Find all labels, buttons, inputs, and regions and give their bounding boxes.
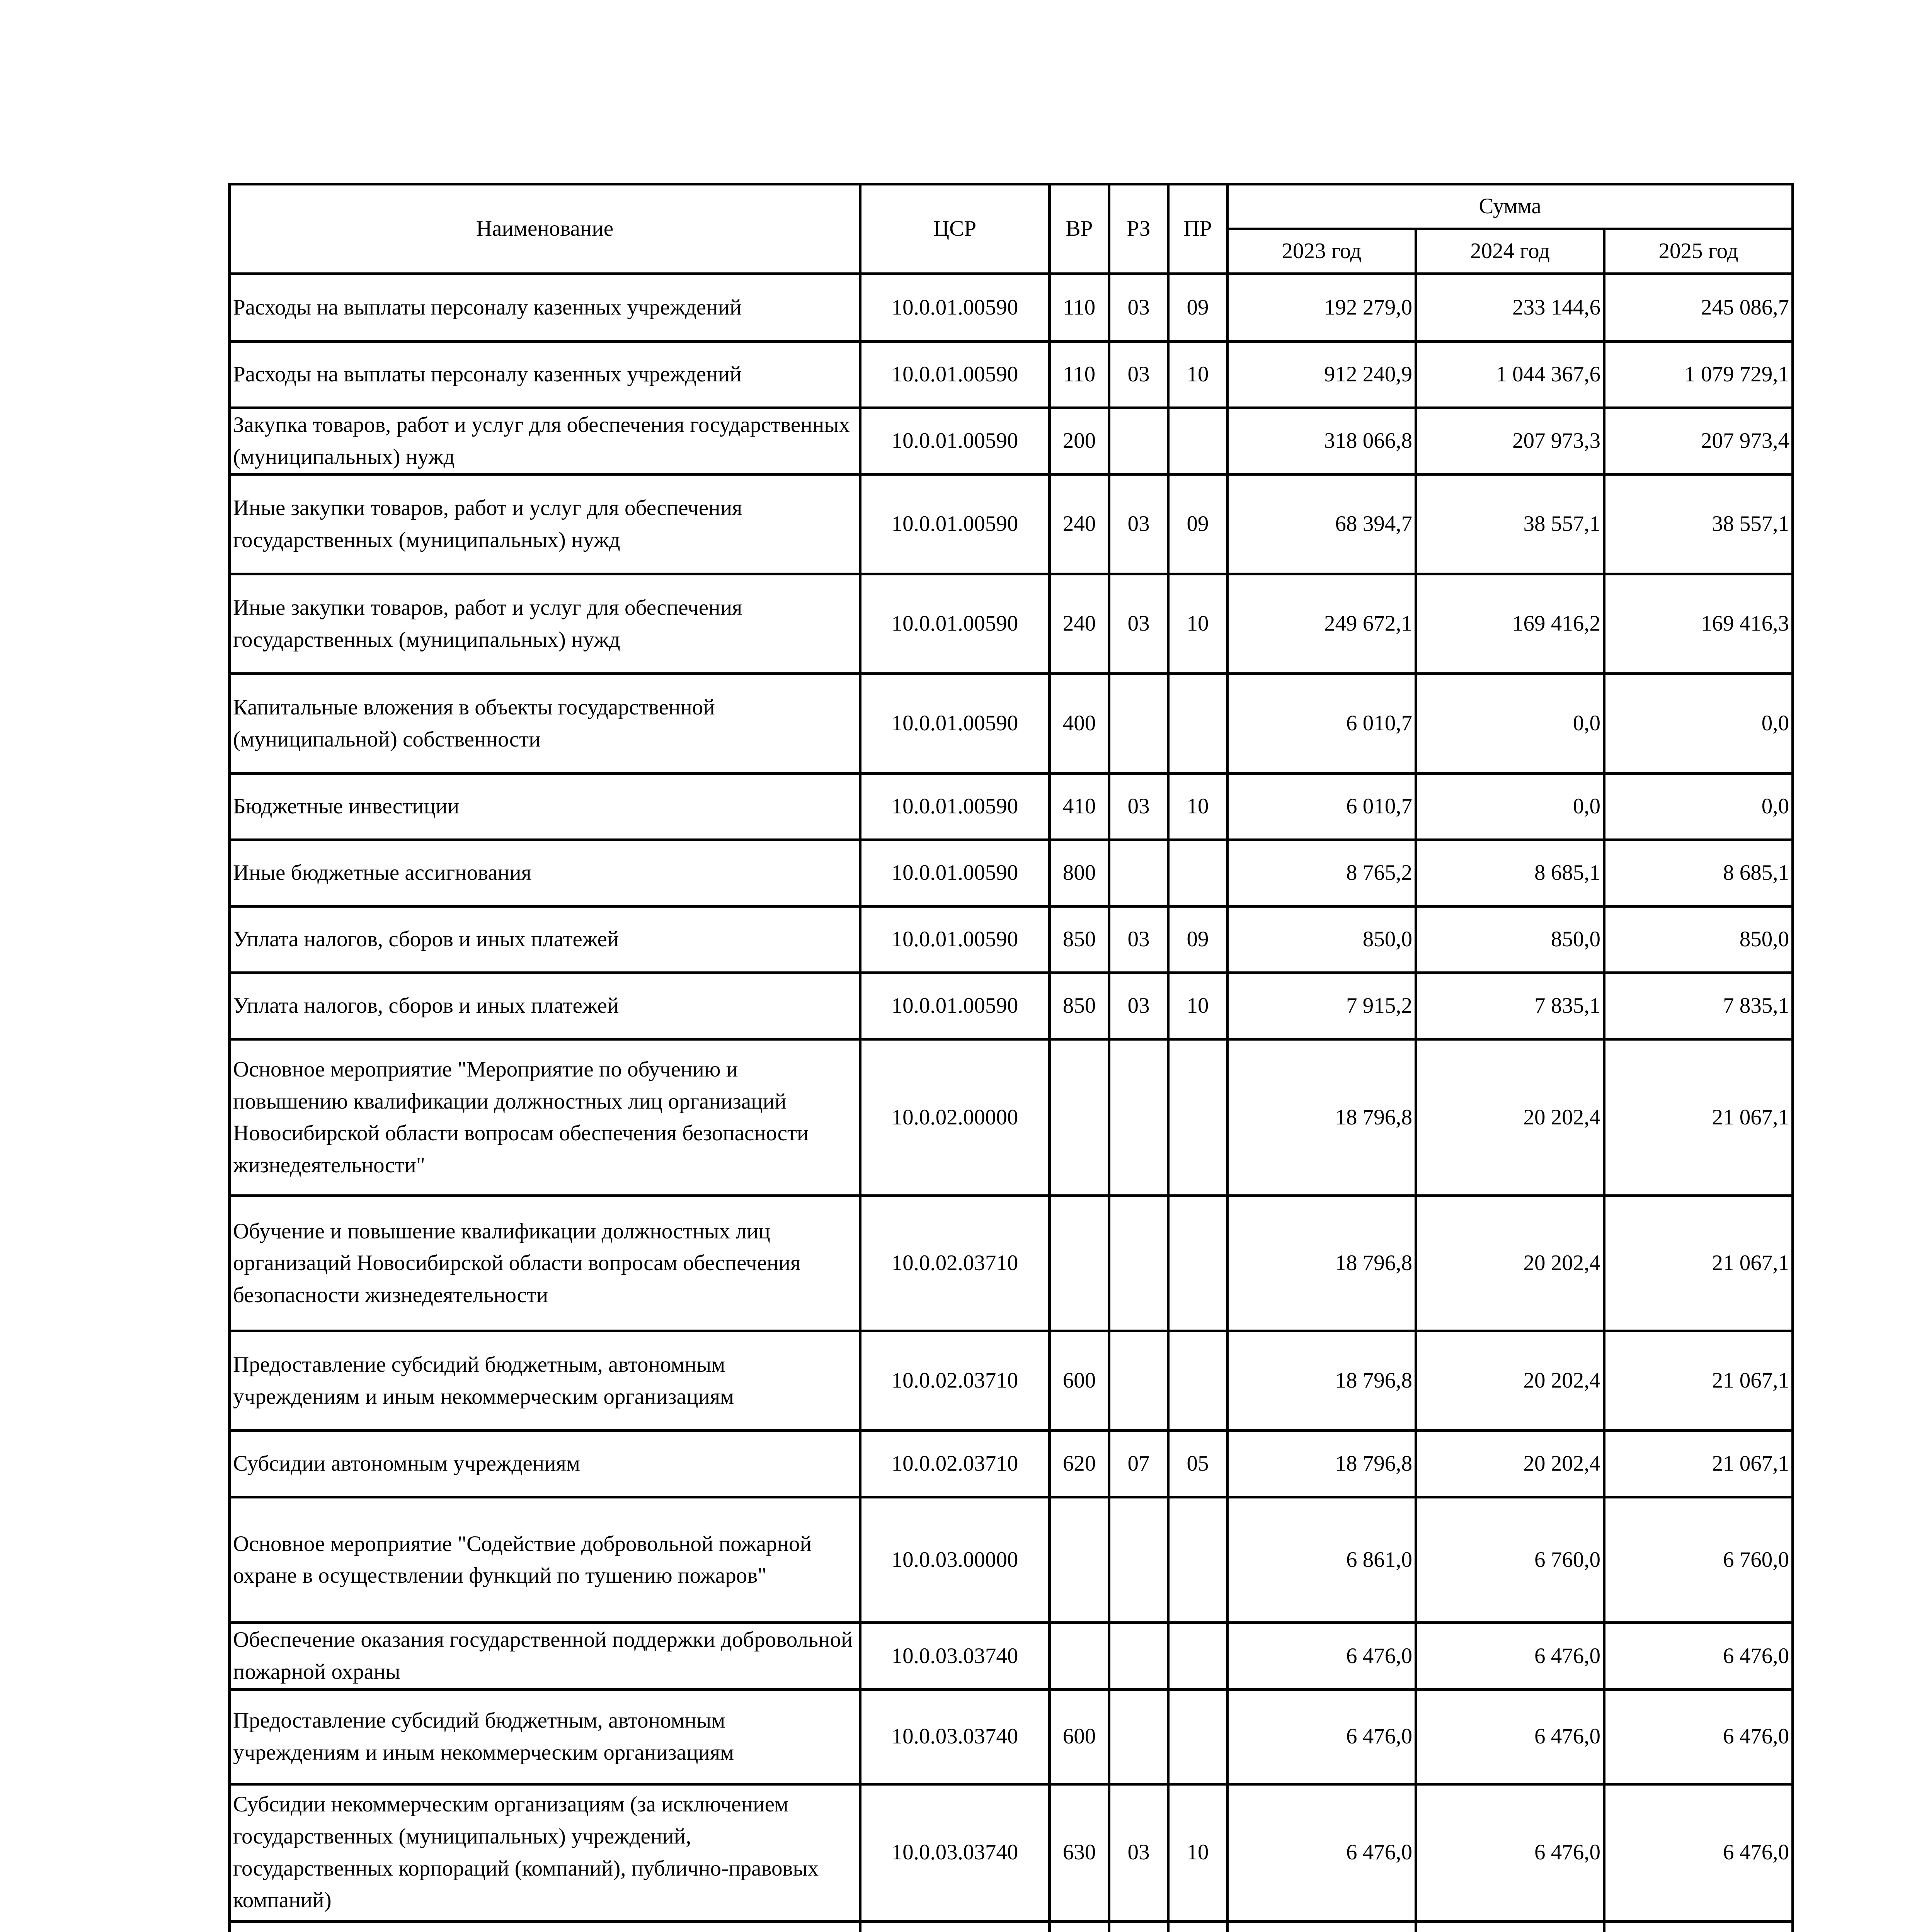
cell-2023: 850,0 [1227,906,1416,973]
cell-rz: 03 [1109,1784,1168,1921]
cell-name: Закупка товаров, работ и услуг для обеспечения государственных (муниципальных) нужд [230,408,860,474]
cell-pr [1168,408,1227,474]
cell-name [230,1921,860,1932]
cell-pr [1168,1921,1227,1932]
cell-name: Обеспечение оказания государственной поддержки добровольной пожарной охраны [230,1623,860,1689]
cell-vr: 850 [1050,906,1109,973]
cell-name: Расходы на выплаты персоналу казенных учреждений [230,274,860,342]
cell-2025 [1604,1921,1793,1932]
header-year-2023: 2023 год [1227,229,1416,274]
cell-csr: 10.0.01.00590 [860,906,1050,973]
cell-2025: 0,0 [1604,774,1793,840]
cell-2023: 6 861,0 [1227,1497,1416,1623]
table-row [230,674,1793,774]
cell-vr: 400 [1050,674,1109,774]
cell-rz [1109,408,1168,474]
cell-2024: 20 202,4 [1416,1039,1604,1196]
cell-name: Основное мероприятие "Мероприятие по обучению и повышению квалификации должностных лиц организаций Новосибирской области вопросам обеспечения безопасности жизнедеятельности" [230,1039,860,1196]
cell-name: Субсидии некоммерческим организациям (за исключением государственных (муниципальных) учреждений, государственных корпораций (компаний), публично-правовых компаний) [230,1784,860,1921]
cell-csr: 10.0.01.00590 [860,774,1050,840]
table-row [230,1921,1793,1932]
cell-2023: 18 796,8 [1227,1196,1416,1331]
cell-vr: 630 [1050,1784,1109,1921]
cell-2024 [1416,1921,1604,1932]
cell-rz [1109,1689,1168,1784]
table-row [230,1623,1793,1689]
cell-rz [1109,1921,1168,1932]
cell-csr [860,1921,1050,1932]
cell-csr: 10.0.03.03740 [860,1784,1050,1921]
cell-pr: 05 [1168,1431,1227,1497]
table-row [230,774,1793,840]
cell-name: Бюджетные инвестиции [230,774,860,840]
cell-2023: 68 394,7 [1227,474,1416,574]
cell-rz: 03 [1109,774,1168,840]
cell-vr: 200 [1050,408,1109,474]
cell-pr [1168,1689,1227,1784]
cell-2025: 6 476,0 [1604,1623,1793,1689]
header-year-2024: 2024 год [1416,229,1604,274]
cell-pr [1168,840,1227,906]
cell-2023: 18 796,8 [1227,1331,1416,1431]
table-row [230,1431,1793,1497]
cell-2024: 169 416,2 [1416,574,1604,674]
cell-2023 [1227,1921,1416,1932]
cell-csr: 10.0.03.03740 [860,1689,1050,1784]
cell-2024: 6 476,0 [1416,1689,1604,1784]
cell-2025: 1 079 729,1 [1604,342,1793,408]
cell-pr [1168,1497,1227,1623]
cell-2024: 850,0 [1416,906,1604,973]
cell-pr: 10 [1168,973,1227,1039]
cell-vr: 800 [1050,840,1109,906]
cell-2023: 249 672,1 [1227,574,1416,674]
cell-csr: 10.0.01.00590 [860,474,1050,574]
header-csr: ЦСР [860,184,1050,274]
cell-vr [1050,1497,1109,1623]
table-row [230,1689,1793,1784]
cell-rz [1109,1623,1168,1689]
cell-csr: 10.0.01.00590 [860,840,1050,906]
cell-name: Основное мероприятие "Содействие добровольной пожарной охране в осуществлении функций по тушению пожаров" [230,1497,860,1623]
table-row [230,342,1793,408]
cell-2023: 6 010,7 [1227,774,1416,840]
cell-2024: 0,0 [1416,674,1604,774]
cell-vr: 110 [1050,342,1109,408]
cell-vr: 600 [1050,1689,1109,1784]
cell-vr: 110 [1050,274,1109,342]
cell-2025: 6 476,0 [1604,1784,1793,1921]
header-vr: ВР [1050,184,1109,274]
cell-csr: 10.0.02.00000 [860,1039,1050,1196]
cell-csr: 10.0.01.00590 [860,408,1050,474]
cell-2024: 6 476,0 [1416,1623,1604,1689]
cell-2024: 1 044 367,6 [1416,342,1604,408]
cell-csr: 10.0.02.03710 [860,1431,1050,1497]
cell-2025: 169 416,3 [1604,574,1793,674]
cell-vr: 620 [1050,1431,1109,1497]
cell-name: Капитальные вложения в объекты государственной (муниципальной) собственности [230,674,860,774]
cell-vr: 240 [1050,474,1109,574]
cell-pr: 09 [1168,906,1227,973]
cell-pr [1168,674,1227,774]
cell-2025: 0,0 [1604,674,1793,774]
cell-csr: 10.0.01.00590 [860,574,1050,674]
table-row [230,1039,1793,1196]
budget-table [228,183,1794,1932]
cell-vr: 850 [1050,973,1109,1039]
cell-name: Предоставление субсидий бюджетным, автономным учреждениям и иным некоммерческим организациям [230,1331,860,1431]
cell-2024: 20 202,4 [1416,1431,1604,1497]
cell-vr [1050,1039,1109,1196]
table-row [230,973,1793,1039]
table-header [230,184,1793,274]
cell-rz [1109,1497,1168,1623]
cell-2024: 6 760,0 [1416,1497,1604,1623]
table-row [230,906,1793,973]
table-row [230,574,1793,674]
cell-rz [1109,1331,1168,1431]
cell-name: Иные закупки товаров, работ и услуг для обеспечения государственных (муниципальных) нужд [230,474,860,574]
table-row [230,1331,1793,1431]
table-row [230,1497,1793,1623]
table-row [230,474,1793,574]
table-row [230,1784,1793,1921]
header-rz: РЗ [1109,184,1168,274]
cell-2025: 8 685,1 [1604,840,1793,906]
table-row [230,408,1793,474]
cell-vr: 240 [1050,574,1109,674]
cell-rz [1109,1196,1168,1331]
cell-pr: 10 [1168,574,1227,674]
cell-pr [1168,1623,1227,1689]
cell-2025: 21 067,1 [1604,1196,1793,1331]
cell-csr: 10.0.01.00590 [860,973,1050,1039]
cell-2025: 207 973,4 [1604,408,1793,474]
cell-rz: 03 [1109,574,1168,674]
cell-2024: 20 202,4 [1416,1331,1604,1431]
cell-csr: 10.0.01.00590 [860,274,1050,342]
cell-2024: 20 202,4 [1416,1196,1604,1331]
header-sum: Сумма [1227,184,1793,229]
cell-pr [1168,1039,1227,1196]
cell-name: Уплата налогов, сборов и иных платежей [230,906,860,973]
cell-2023: 18 796,8 [1227,1431,1416,1497]
cell-name: Иные закупки товаров, работ и услуг для обеспечения государственных (муниципальных) нужд [230,574,860,674]
cell-2025: 6 476,0 [1604,1689,1793,1784]
cell-csr: 10.0.01.00590 [860,674,1050,774]
cell-2025: 850,0 [1604,906,1793,973]
cell-2025: 38 557,1 [1604,474,1793,574]
header-year-2025: 2025 год [1604,229,1793,274]
cell-vr: 410 [1050,774,1109,840]
cell-rz [1109,674,1168,774]
table-row [230,1196,1793,1331]
cell-2024: 7 835,1 [1416,973,1604,1039]
cell-2024: 207 973,3 [1416,408,1604,474]
cell-2025: 21 067,1 [1604,1331,1793,1431]
cell-pr: 10 [1168,342,1227,408]
cell-rz [1109,1039,1168,1196]
cell-2023: 6 010,7 [1227,674,1416,774]
cell-2023: 7 915,2 [1227,973,1416,1039]
cell-2023: 192 279,0 [1227,274,1416,342]
cell-2024: 6 476,0 [1416,1784,1604,1921]
cell-vr [1050,1623,1109,1689]
cell-name: Уплата налогов, сборов и иных платежей [230,973,860,1039]
table-row [230,840,1793,906]
cell-vr [1050,1196,1109,1331]
cell-rz: 03 [1109,474,1168,574]
cell-name: Обучение и повышение квалификации должностных лиц организаций Новосибирской области вопросам обеспечения безопасности жизнедеятельности [230,1196,860,1331]
cell-2023: 6 476,0 [1227,1623,1416,1689]
cell-2023: 318 066,8 [1227,408,1416,474]
cell-rz: 03 [1109,274,1168,342]
cell-2024: 8 685,1 [1416,840,1604,906]
cell-rz: 03 [1109,973,1168,1039]
cell-csr: 10.0.03.00000 [860,1497,1050,1623]
cell-rz: 07 [1109,1431,1168,1497]
cell-csr: 10.0.02.03710 [860,1196,1050,1331]
cell-2024: 233 144,6 [1416,274,1604,342]
cell-2023: 6 476,0 [1227,1689,1416,1784]
cell-pr: 09 [1168,274,1227,342]
cell-csr: 10.0.01.00590 [860,342,1050,408]
cell-pr: 10 [1168,774,1227,840]
cell-rz [1109,840,1168,906]
cell-2025: 21 067,1 [1604,1431,1793,1497]
cell-2025: 21 067,1 [1604,1039,1793,1196]
table-body [230,274,1793,1932]
cell-name: Предоставление субсидий бюджетным, автономным учреждениям и иным некоммерческим организациям [230,1689,860,1784]
cell-pr: 10 [1168,1784,1227,1921]
cell-pr [1168,1331,1227,1431]
cell-pr [1168,1196,1227,1331]
cell-name: Субсидии автономным учреждениям [230,1431,860,1497]
table-row [230,274,1793,342]
cell-2025: 6 760,0 [1604,1497,1793,1623]
cell-pr: 09 [1168,474,1227,574]
cell-csr: 10.0.03.03740 [860,1623,1050,1689]
cell-2023: 8 765,2 [1227,840,1416,906]
cell-2025: 245 086,7 [1604,274,1793,342]
cell-rz: 03 [1109,342,1168,408]
cell-vr [1050,1921,1109,1932]
cell-name: Иные бюджетные ассигнования [230,840,860,906]
cell-vr: 600 [1050,1331,1109,1431]
cell-2023: 6 476,0 [1227,1784,1416,1921]
cell-2025: 7 835,1 [1604,973,1793,1039]
header-pr: ПР [1168,184,1227,274]
cell-name: Расходы на выплаты персоналу казенных учреждений [230,342,860,408]
cell-csr: 10.0.02.03710 [860,1331,1050,1431]
cell-2023: 18 796,8 [1227,1039,1416,1196]
cell-2024: 0,0 [1416,774,1604,840]
cell-2024: 38 557,1 [1416,474,1604,574]
cell-rz: 03 [1109,906,1168,973]
cell-2023: 912 240,9 [1227,342,1416,408]
header-name: Наименование [230,184,860,274]
